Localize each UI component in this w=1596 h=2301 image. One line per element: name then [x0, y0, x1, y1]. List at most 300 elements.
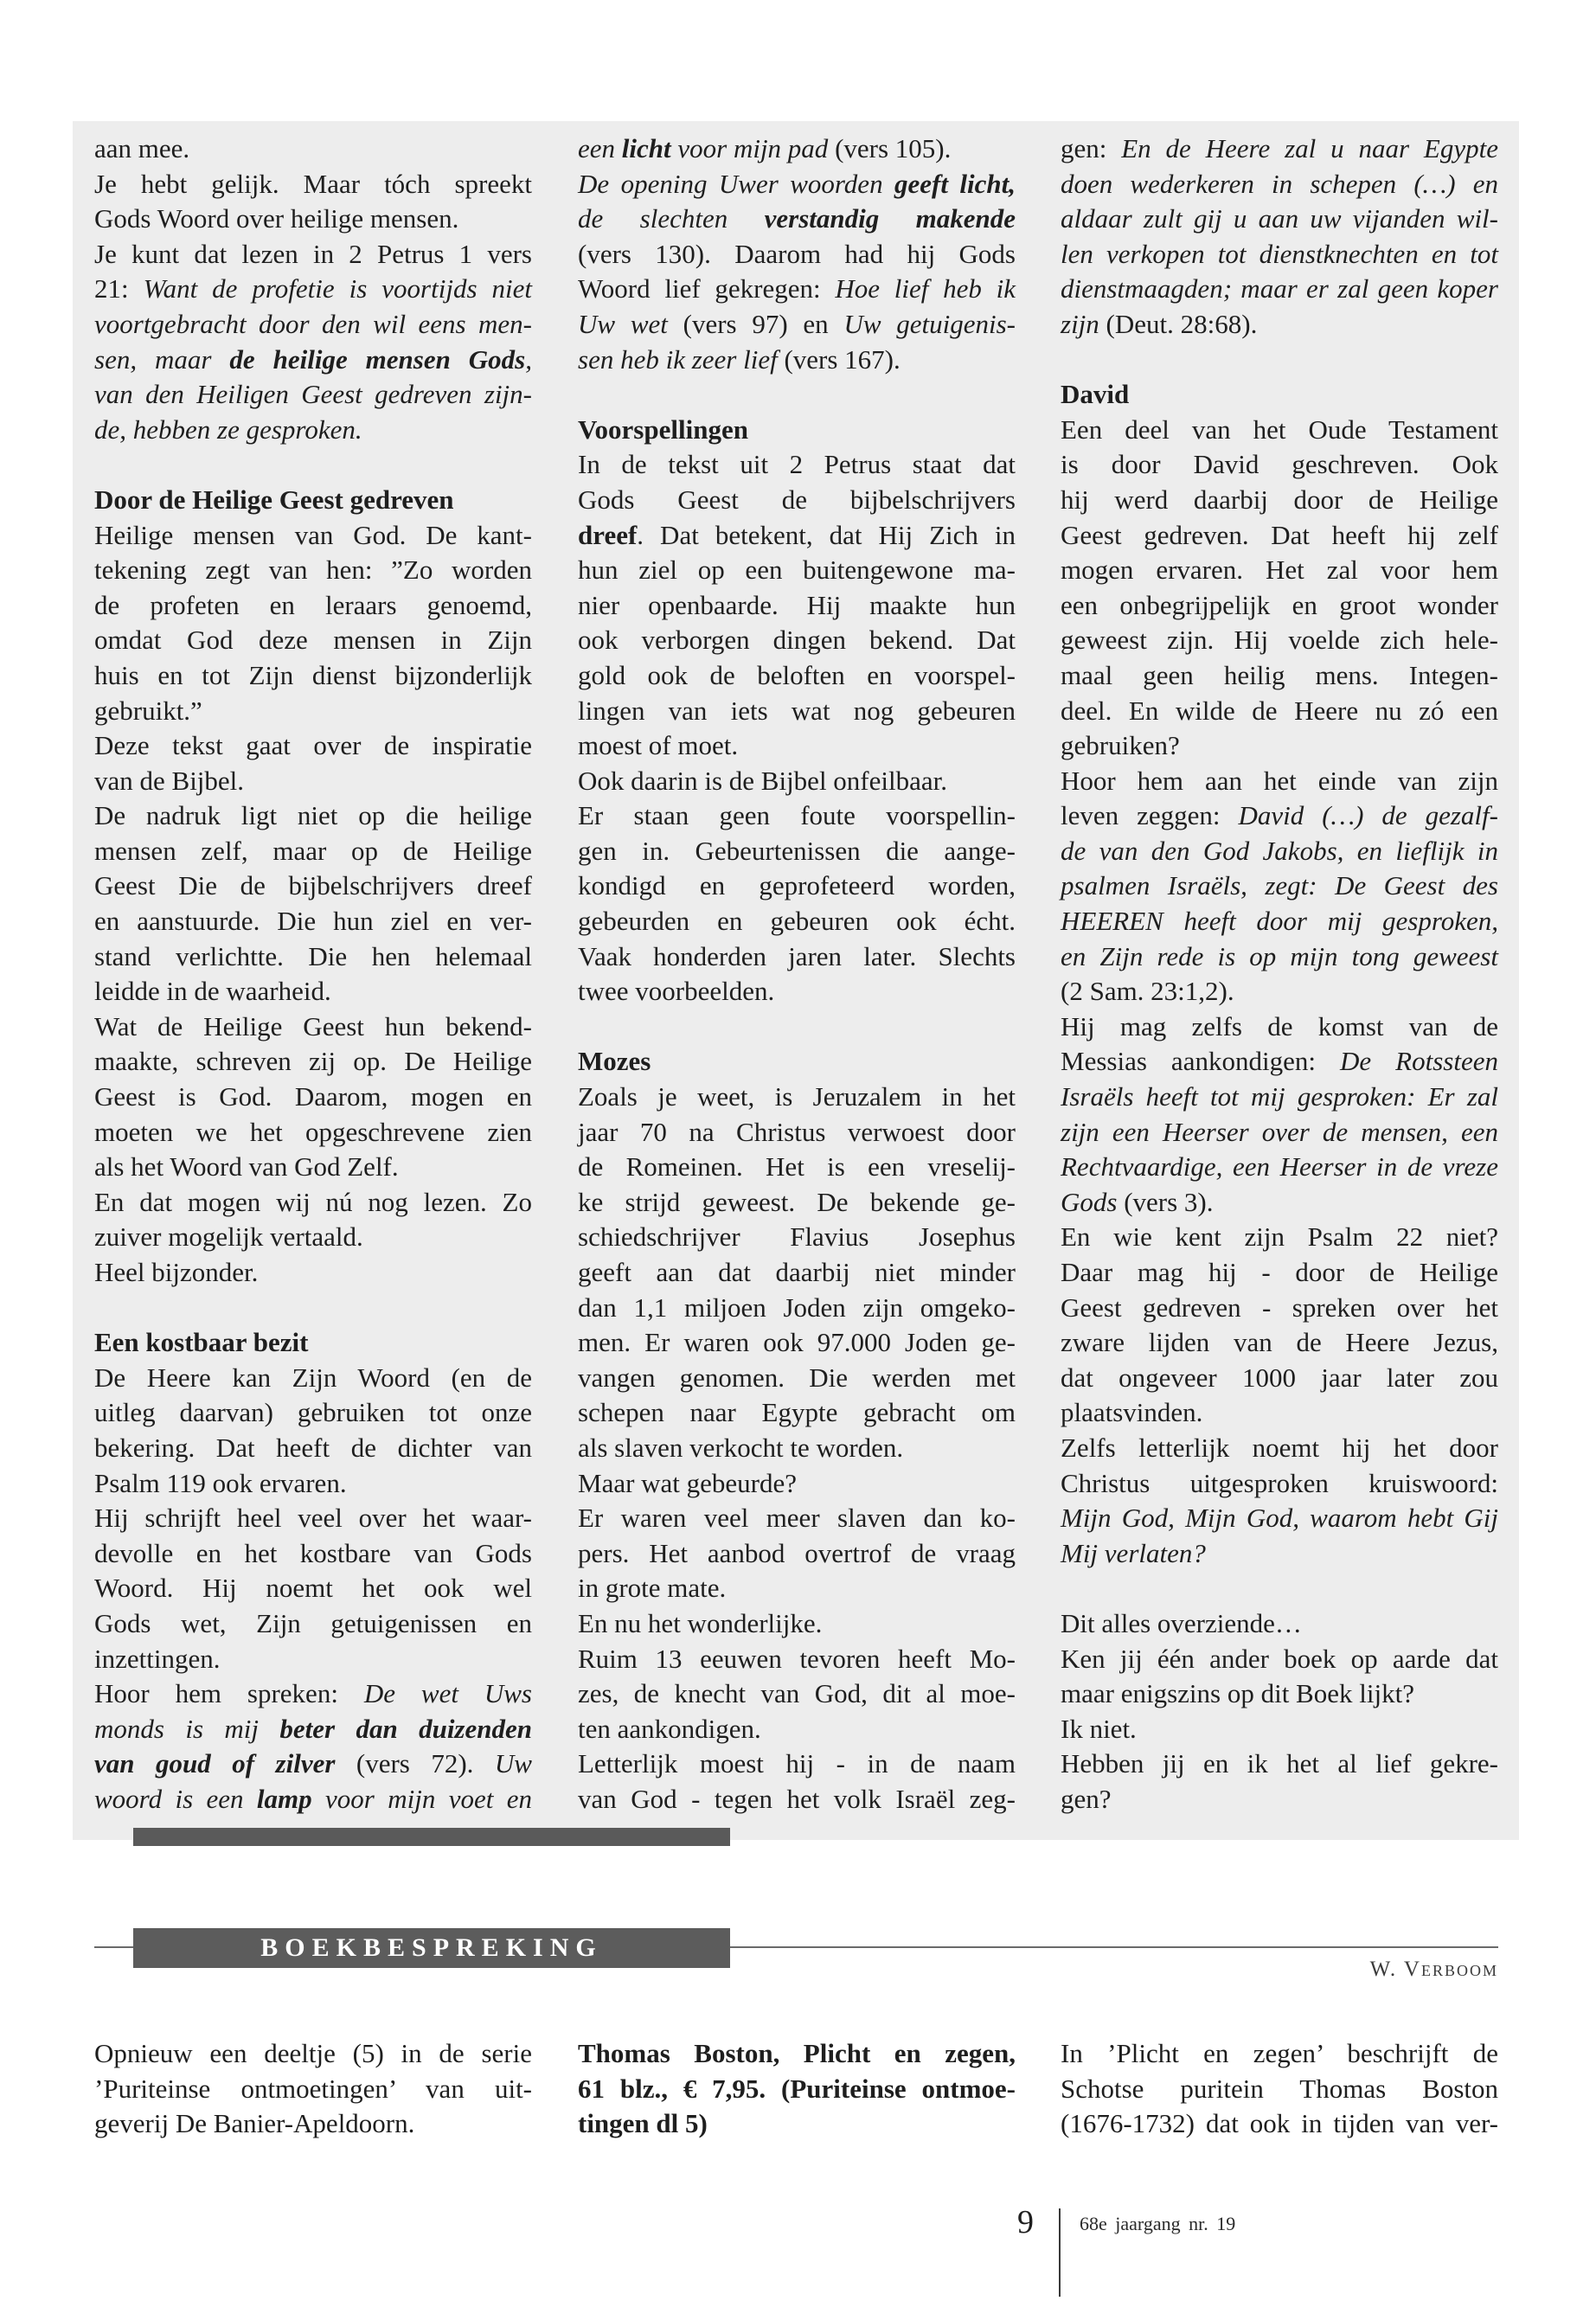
text-run: geeft aan dat daarbij niet minder	[578, 1257, 1016, 1287]
text-line	[578, 343, 1016, 378]
text-run: ,	[525, 343, 532, 375]
article-column-1	[94, 131, 532, 1817]
text-line	[1061, 1150, 1498, 1185]
text-line	[578, 131, 1016, 167]
text-line	[1061, 413, 1498, 448]
text-run: tingen dl 5)	[578, 2108, 708, 2139]
text-run: plaatsvinden.	[1061, 1397, 1203, 1428]
text-line	[578, 483, 1016, 518]
text-run: tekening zegt van hen: ”Zo worden	[94, 554, 532, 586]
text-run: Schotse puritein Thomas Boston	[1061, 2073, 1498, 2104]
text-run: De nadruk ligt niet op die heilige	[94, 800, 532, 831]
text-line	[578, 272, 1016, 307]
text-run: maakte, schreven zij op. De Heilige	[94, 1046, 532, 1077]
text-line	[1061, 834, 1498, 869]
text-line	[1061, 728, 1498, 764]
text-line	[578, 1395, 1016, 1431]
review-column-3	[1061, 2036, 1498, 2142]
text-run: . Dat betekent, dat Hij Zich in	[637, 519, 1016, 550]
text-run: doen wederkeren in schepen (…) en	[1061, 168, 1498, 199]
text-run: als slaven verkocht te worden.	[578, 1432, 904, 1463]
text-run: moest of moet.	[578, 730, 739, 761]
text-run: de slechten	[578, 203, 765, 234]
text-run: en aanstuurde. Die hun ziel en ver-	[94, 906, 532, 937]
text-line	[94, 1642, 532, 1677]
blank-line	[94, 447, 532, 483]
text-run: Maar wat gebeurde?	[578, 1467, 798, 1498]
text-line	[578, 1080, 1016, 1115]
text-run: mensen zelf, maar op de Heilige	[94, 835, 532, 866]
text-run: En nu het wonderlijke.	[578, 1607, 823, 1638]
text-line	[1061, 1361, 1498, 1396]
text-run: geverij De Banier-Apeldoorn.	[94, 2108, 415, 2139]
text-run: de profeten en leraars genoemd,	[94, 589, 532, 620]
text-run: Mijn God, Mijn God, waarom hebt Gij	[1061, 1503, 1498, 1534]
page-number: 9	[1017, 2204, 1034, 2240]
text-run: lingen van iets wat nog gebeuren	[578, 695, 1016, 726]
text-run: Vaak honderden jaren later. Slechts	[578, 940, 1016, 971]
text-line	[94, 1536, 532, 1572]
text-line	[578, 834, 1016, 869]
text-line	[94, 588, 532, 624]
text-line	[94, 2106, 532, 2142]
text-line	[578, 1115, 1016, 1150]
text-run: Wat de Heilige Geest hun bekend-	[94, 1010, 532, 1042]
text-run: zuiver mogelijk vertaald.	[94, 1221, 363, 1253]
text-run: zes, de knecht van God, dit al moe-	[578, 1678, 1016, 1709]
article-column-2	[578, 131, 1016, 1817]
text-run: Mij verlaten?	[1061, 1537, 1206, 1568]
text-line	[94, 834, 532, 869]
article-column-3	[1061, 131, 1498, 1817]
text-run: voortgebracht door den wil eens men-	[94, 308, 532, 339]
text-line	[94, 1712, 532, 1747]
text-line	[578, 974, 1016, 1009]
text-run: Woord lief gekregen:	[578, 273, 836, 304]
text-run: dat ongeveer 1000 jaar later zou	[1061, 1362, 1498, 1393]
text-line	[94, 1220, 532, 1255]
text-line	[578, 1501, 1016, 1536]
section-heading	[94, 483, 532, 518]
text-run: Opnieuw een deeltje (5) in de serie	[94, 2038, 532, 2068]
text-run: huis en tot Zijn dienst bijzonderlijk	[94, 659, 532, 690]
text-run: (vers 105).	[828, 133, 952, 163]
blank-line	[94, 1291, 532, 1326]
text-line	[94, 974, 532, 1009]
text-line	[578, 1150, 1016, 1185]
text-run: woord is een	[94, 1783, 257, 1814]
text-line	[1061, 1009, 1498, 1045]
text-line	[578, 694, 1016, 729]
text-line	[578, 447, 1016, 483]
section-heading	[1061, 377, 1498, 413]
text-run: nier openbaarde. Hij maakte hun	[578, 589, 1016, 620]
text-run: geeft licht,	[894, 168, 1016, 199]
text-line	[578, 1536, 1016, 1572]
text-line	[1061, 131, 1498, 167]
text-line	[94, 939, 532, 975]
text-line	[1061, 518, 1498, 554]
text-run: devolle en het kostbare van Gods	[94, 1537, 532, 1568]
text-run: Deze tekst gaat over de inspiratie	[94, 730, 532, 761]
text-run: Je hebt gelijk. Maar tóch spreekt	[94, 168, 532, 199]
text-run: In ’Plicht en zegen’ beschrijft de	[1061, 2038, 1498, 2068]
text-line	[94, 167, 532, 202]
text-run: Er waren veel meer slaven dan ko-	[578, 1503, 1016, 1534]
text-line	[1061, 307, 1498, 343]
text-run: Israëls heeft tot mij gesproken: Er zal	[1061, 1081, 1498, 1112]
text-run: moeten we het opgeschrevene zien	[94, 1116, 532, 1147]
text-run: En dat mogen wij nú nog lezen. Zo	[94, 1186, 532, 1217]
text-run: Hoor hem spreken:	[94, 1678, 364, 1709]
text-run: Christus uitgesproken kruiswoord:	[1061, 1467, 1498, 1498]
text-run: Zoals je weet, is Jeruzalem in het	[578, 1081, 1016, 1112]
text-line	[578, 1185, 1016, 1221]
text-run: Gods Geest de bijbelschrijvers	[578, 484, 1016, 515]
text-line	[94, 694, 532, 729]
text-run: sen heb ik zeer lief	[578, 343, 778, 375]
text-run: Een deel van het Oude Testament	[1061, 413, 1498, 445]
blank-line	[1061, 1571, 1498, 1606]
text-run: HEEREN heeft door mij gesproken,	[1061, 906, 1498, 937]
text-line	[94, 2036, 532, 2072]
text-run: kondigd en geprofeteerd worden,	[578, 870, 1016, 901]
text-run: sen, maar	[94, 343, 230, 375]
section-heading	[578, 413, 1016, 448]
text-run: voor mijn pad	[670, 133, 829, 163]
text-run: De wet Uws	[363, 1678, 532, 1709]
text-run: 21:	[94, 273, 144, 304]
text-run: Geest is God. Daarom, mogen en	[94, 1081, 532, 1112]
text-run: ook verborgen dingen bekend. Dat	[578, 625, 1016, 656]
text-run: ke strijd geweest. De bekende ge-	[578, 1186, 1016, 1217]
text-run: (1676-1732) dat ook in tijden van ver-	[1061, 2108, 1498, 2139]
text-run: Zelfs letterlijk noemt hij het door	[1061, 1432, 1498, 1463]
text-line	[1061, 1782, 1498, 1817]
text-line	[1061, 202, 1498, 237]
text-run: Daar mag hij - door de Heilige	[1061, 1257, 1498, 1287]
text-run: Geest gedreven - spreken over het	[1061, 1292, 1498, 1323]
text-line	[1061, 939, 1498, 975]
text-run: Heilige mensen van God. De kant-	[94, 519, 532, 550]
text-line	[94, 904, 532, 939]
text-line	[578, 1642, 1016, 1677]
text-run: (vers 167).	[777, 343, 901, 375]
text-run: Gods	[1061, 1186, 1118, 1217]
text-line	[1061, 2106, 1498, 2142]
text-run: (vers 3).	[1117, 1186, 1214, 1217]
text-run: omdat God deze mensen in Zijn	[94, 625, 532, 656]
text-line	[578, 1676, 1016, 1712]
text-line	[1061, 1501, 1498, 1536]
review-author: W. Verboom	[1369, 1958, 1498, 1981]
text-run: Ook daarin is de Bijbel onfeilbaar.	[578, 765, 947, 796]
text-line	[578, 1431, 1016, 1466]
text-run: (2 Sam. 23:1,2).	[1061, 976, 1234, 1007]
text-run: Ruim 13 eeuwen tevoren heeft Mo-	[578, 1643, 1016, 1674]
text-line	[1061, 1676, 1498, 1712]
text-run: De opening Uwer woorden	[578, 168, 895, 199]
text-line	[94, 728, 532, 764]
text-line	[1061, 588, 1498, 624]
text-line	[578, 1571, 1016, 1606]
text-run: Hebben jij en ik het al lief gekre-	[1061, 1748, 1498, 1779]
text-line	[94, 307, 532, 343]
text-run: len verkopen tot dienstknechten en tot	[1061, 238, 1498, 269]
text-line	[94, 131, 532, 167]
text-line	[1061, 1466, 1498, 1502]
text-line	[94, 343, 532, 378]
text-line	[1061, 447, 1498, 483]
text-run: De Rotssteen	[1339, 1046, 1498, 1077]
text-run: Ik niet.	[1061, 1713, 1137, 1744]
text-run: stand verlichtte. Die hen helemaal	[94, 940, 532, 971]
text-run: Er staan geen foute voorspellin-	[578, 800, 1016, 831]
text-line	[94, 1009, 532, 1045]
text-run: de van den God Jakobs, en lieflijk in	[1061, 835, 1498, 866]
text-run: (vers 130). Daarom had hij Gods	[578, 238, 1016, 269]
text-line	[1061, 1395, 1498, 1431]
text-run: lamp	[256, 1783, 312, 1814]
text-run: Woord. Hij noemt het ook wel	[94, 1573, 532, 1604]
text-line	[94, 798, 532, 834]
text-run: De Heere kan Zijn Woord (en de	[94, 1362, 532, 1393]
text-run: bekering. Dat heeft de dichter van	[94, 1432, 532, 1463]
text-run: een onbegrijpelijk en groot wonder	[1061, 589, 1498, 620]
text-line	[1061, 1747, 1498, 1782]
text-run: gebeurden en gebeuren ook écht.	[578, 906, 1016, 937]
text-run: dan 1,1 miljoen Joden zijn omgeko-	[578, 1292, 1016, 1323]
text-run: gold ook de beloften en voorspel-	[578, 659, 1016, 690]
text-run: zware lijden van de Heere Jezus,	[1061, 1327, 1498, 1358]
text-run: gen?	[1061, 1783, 1112, 1814]
text-run: beter dan duizenden	[279, 1713, 533, 1744]
text-line	[94, 553, 532, 588]
text-line	[578, 553, 1016, 588]
text-line	[578, 307, 1016, 343]
text-run: leven zeggen:	[1061, 800, 1239, 831]
text-run: zijn	[1061, 308, 1099, 339]
text-run: Voorspellingen	[578, 413, 748, 445]
text-run: de heilige mensen Gods	[229, 343, 526, 375]
text-run: Geest gedreven. Dat heeft hij zelf	[1061, 519, 1498, 550]
text-run: dienstmaagden; maar er zal geen koper	[1061, 273, 1498, 304]
blank-line	[1061, 343, 1498, 378]
text-line	[94, 623, 532, 658]
text-line	[94, 1185, 532, 1221]
text-run: Uw wet	[578, 308, 668, 339]
text-line	[1061, 798, 1498, 834]
text-run: ’Puriteinse ontmoetingen’ van uit-	[94, 2073, 532, 2104]
text-line	[94, 202, 532, 237]
text-run: verstandig makende	[764, 203, 1016, 234]
text-line	[94, 1571, 532, 1606]
text-run: schiedschrijver Flavius Josephus	[578, 1221, 1016, 1253]
text-line	[1061, 904, 1498, 939]
text-line	[578, 2072, 1016, 2107]
text-run: David (…) de gezalf-	[1238, 800, 1498, 831]
text-line	[1061, 764, 1498, 799]
text-run: pers. Het aanbod overtrof de vraag	[578, 1537, 1016, 1568]
text-line	[578, 1712, 1016, 1747]
section-title: BOEKBESPREKING	[133, 1928, 730, 1968]
text-line	[1061, 1431, 1498, 1466]
text-run: licht	[621, 133, 671, 163]
text-line	[578, 1782, 1016, 1817]
text-line	[94, 1676, 532, 1712]
text-line	[578, 868, 1016, 904]
text-line	[578, 764, 1016, 799]
text-line	[94, 1606, 532, 1642]
text-line	[94, 1431, 532, 1466]
review-column-2	[578, 2036, 1016, 2142]
text-line	[1061, 237, 1498, 272]
text-run: uitleg daarvan) gebruiken tot onze	[94, 1397, 532, 1428]
text-run: hun ziel op een buitengewone ma-	[578, 554, 1016, 586]
text-line	[578, 1747, 1016, 1782]
text-run: van goud of zilver	[94, 1748, 336, 1779]
text-line	[578, 588, 1016, 624]
issue-info: 68e jaargang nr. 19	[1080, 2213, 1236, 2234]
text-line	[578, 167, 1016, 202]
article-end-bar	[133, 1828, 730, 1846]
text-line	[578, 939, 1016, 975]
text-run: Uw getuigenis-	[843, 308, 1016, 339]
text-run: als het Woord van God Zelf.	[94, 1151, 399, 1183]
text-run: in grote mate.	[578, 1573, 727, 1604]
review-column-1	[94, 2036, 532, 2142]
text-run: inzettingen.	[94, 1643, 221, 1674]
text-line	[1061, 272, 1498, 307]
footer-divider	[1059, 2208, 1061, 2297]
text-line	[578, 1255, 1016, 1291]
text-run: Hoe lief heb ik	[835, 273, 1016, 304]
text-line	[578, 1606, 1016, 1642]
text-run: Want de profetie is voortijds niet	[143, 273, 532, 304]
text-run: Uw	[494, 1748, 532, 1779]
text-line	[94, 1150, 532, 1185]
text-line	[1061, 868, 1498, 904]
text-line	[1061, 974, 1498, 1009]
text-line	[578, 237, 1016, 272]
text-line	[1061, 1325, 1498, 1361]
text-run: Letterlijk moest hij - in de naam	[578, 1748, 1016, 1779]
text-run: monds is mij	[94, 1713, 280, 1744]
text-run: (Deut. 28:68).	[1099, 308, 1258, 339]
text-run: geweest zijn. Hij voelde zich hele-	[1061, 625, 1498, 656]
text-line	[578, 2036, 1016, 2072]
text-line	[1061, 1255, 1498, 1291]
text-line	[94, 1501, 532, 1536]
text-line	[1061, 658, 1498, 694]
blank-line	[578, 1009, 1016, 1045]
text-run: dreef	[578, 519, 638, 550]
text-line	[94, 272, 532, 307]
text-run: is door David geschreven. Ook	[1061, 449, 1498, 480]
text-line	[94, 1255, 532, 1291]
text-run: Gods wet, Zijn getuigenissen en	[94, 1607, 532, 1638]
text-run: van den Heiligen Geest gedreven zijn-	[94, 379, 532, 410]
text-run: Hoor hem aan het einde van zijn	[1061, 765, 1498, 796]
text-line	[1061, 553, 1498, 588]
text-run: hij werd daarbij door de Heilige	[1061, 484, 1498, 515]
text-line	[94, 1115, 532, 1150]
text-run: Je kunt dat lezen in 2 Petrus 1 vers	[94, 238, 532, 269]
text-run: En wie kent zijn Psalm 22 niet?	[1061, 1221, 1498, 1253]
text-run: de Romeinen. Het is een vreselij-	[578, 1151, 1016, 1183]
text-run: Geest Die de bijbelschrijvers dreef	[94, 870, 532, 901]
text-run: Psalm 119 ook ervaren.	[94, 1467, 347, 1498]
text-line	[1061, 483, 1498, 518]
section-heading	[94, 1325, 532, 1361]
text-line	[94, 1395, 532, 1431]
text-line	[578, 728, 1016, 764]
text-line	[94, 237, 532, 272]
text-line	[578, 1466, 1016, 1502]
text-line	[94, 2072, 532, 2107]
text-run: Ken jij één ander boek op aarde dat	[1061, 1643, 1498, 1674]
text-line	[578, 1361, 1016, 1396]
text-line	[578, 798, 1016, 834]
text-line	[578, 1220, 1016, 1255]
text-run: En de Heere zal u naar Egypte	[1121, 133, 1498, 163]
text-line	[94, 518, 532, 554]
text-run: aan mee.	[94, 133, 190, 163]
text-run: voor mijn voet en	[311, 1783, 532, 1814]
text-run: Dit alles overziende…	[1061, 1607, 1302, 1638]
text-line	[578, 658, 1016, 694]
text-run: Mozes	[578, 1046, 651, 1077]
text-run: David	[1061, 379, 1130, 410]
text-line	[1061, 623, 1498, 658]
blank-line	[578, 377, 1016, 413]
text-line	[1061, 1115, 1498, 1150]
text-run: zijn een Heerser over de mensen, een	[1061, 1116, 1498, 1147]
text-line	[94, 1044, 532, 1080]
text-run: 61 blz., € 7,95. (Puriteinse ontmoe-	[578, 2073, 1016, 2104]
text-run: maar enigszins op dit Boek lijkt?	[1061, 1678, 1414, 1709]
text-run: vangen genomen. Die werden met	[578, 1362, 1016, 1393]
text-run: leidde in de waarheid.	[94, 976, 331, 1007]
text-run: (vers 97) en	[667, 308, 844, 339]
text-line	[1061, 1080, 1498, 1115]
text-run: gebruikt.”	[94, 695, 202, 726]
section-heading	[578, 1044, 1016, 1080]
text-line	[94, 764, 532, 799]
text-run: (vers 72).	[335, 1748, 495, 1779]
text-line	[578, 2106, 1016, 2142]
text-run: ten aankondigen.	[578, 1713, 761, 1744]
text-line	[94, 1361, 532, 1396]
text-run: deel. En wilde de Heere nu zó een	[1061, 695, 1498, 726]
text-line	[1061, 1712, 1498, 1747]
text-line	[1061, 1220, 1498, 1255]
text-run: Gods Woord over heilige mensen.	[94, 203, 459, 234]
text-line	[1061, 2036, 1498, 2072]
text-line	[94, 413, 532, 448]
text-run: Hij mag zelfs de komst van de	[1061, 1010, 1498, 1042]
text-line	[94, 658, 532, 694]
text-line	[578, 623, 1016, 658]
text-run: van God - tegen het volk Israël zeg-	[578, 1783, 1016, 1814]
text-run: In de tekst uit 2 Petrus staat dat	[578, 449, 1016, 480]
text-run: aldaar zult gij u aan uw vijanden wil-	[1061, 203, 1498, 234]
text-run: schepen naar Egypte gebracht om	[578, 1397, 1016, 1428]
text-run: Rechtvaardige, een Heerser in de vreze	[1061, 1151, 1498, 1183]
text-line	[1061, 1044, 1498, 1080]
text-run: psalmen Israëls, zegt: De Geest des	[1061, 870, 1498, 901]
text-run: Door de Heilige Geest gedreven	[94, 484, 454, 515]
